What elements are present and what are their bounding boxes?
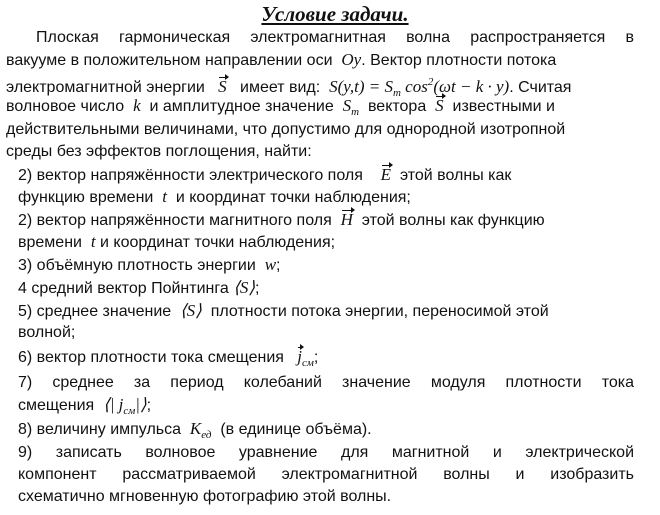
item-7-line-1: 7) среднее за период колебаний значение модуля плотности тока — [18, 374, 634, 391]
vector-s: S — [218, 77, 227, 96]
item-1-line-1: 2) вектор напряжённости электрического поля E этой волны как — [18, 165, 512, 184]
formula-s: $S(y,t) = S_m$ $\cos^2(\omega t - k \cdot y)$ — [329, 76, 510, 99]
axis-oy: Oy — [341, 50, 362, 69]
item-2-line-1: 2) вектор напряжённости магнитного поля H этой волны как функцию — [18, 210, 545, 229]
item-1-line-2: функцию времени t и координат точки наблюдения; — [18, 187, 411, 206]
item-6: 6) вектор плотности тока смещения $j_{см}$; — [18, 347, 319, 369]
item-5-line-2: волной; — [18, 324, 76, 341]
intro-line-6: среды без эффектов поглощения, найти: — [6, 143, 312, 160]
item-5-line-1: 5) среднее значение ⟨S⟩ плотности потока энергии, переносимой этой — [18, 301, 549, 320]
item-8: 8) величину импульса $K_{ед}$ (в единице объёма). — [18, 419, 372, 441]
item-3: 3) объёмную плотность энергии w; — [18, 255, 281, 274]
item-4: 4 средний вектор Пойнтинга ⟨S⟩; — [18, 278, 260, 297]
item-9-line-3: схематично мгновенную фотографию этой волны. — [18, 488, 392, 505]
intro-line-5: действительными величинами, что допустимо для однородной изотропной — [6, 121, 566, 138]
problem-title: Условие задачи. — [261, 2, 409, 26]
intro-line-4: волновое число k и амплитудное значение $S_m$ вектора S известными и — [6, 96, 555, 118]
mean-poynting: ⟨S⟩ — [233, 278, 255, 297]
vector-h: H — [340, 210, 353, 229]
item-9-line-1: 9) записать волновое уравнение для магнитной и электрической — [18, 444, 634, 461]
intro-line-2: вакууме в положительном направлении оси Oy. Вектор плотности потока — [6, 50, 557, 69]
vector-e: E — [380, 165, 392, 184]
intro-line-1: Плоская гармоническая электромагнитная волна распространяется в — [36, 29, 634, 46]
item-9-line-2: компонент рассматриваемой электромагнитной волны и изобразить — [18, 466, 634, 483]
intro-line-3: электромагнитной энергии S имеет вид: $S(y,t) = S_m$ $\cos^2(\omega t - k \cdot y)$. Считая — [6, 76, 572, 99]
vector-j: j — [297, 347, 302, 366]
vector-s: S — [435, 96, 444, 115]
item-7-line-2: смещения ⟨| $j_{см}|⟩$; — [18, 395, 152, 417]
item-2-line-2: времени t и координат точки наблюдения; — [18, 232, 336, 251]
